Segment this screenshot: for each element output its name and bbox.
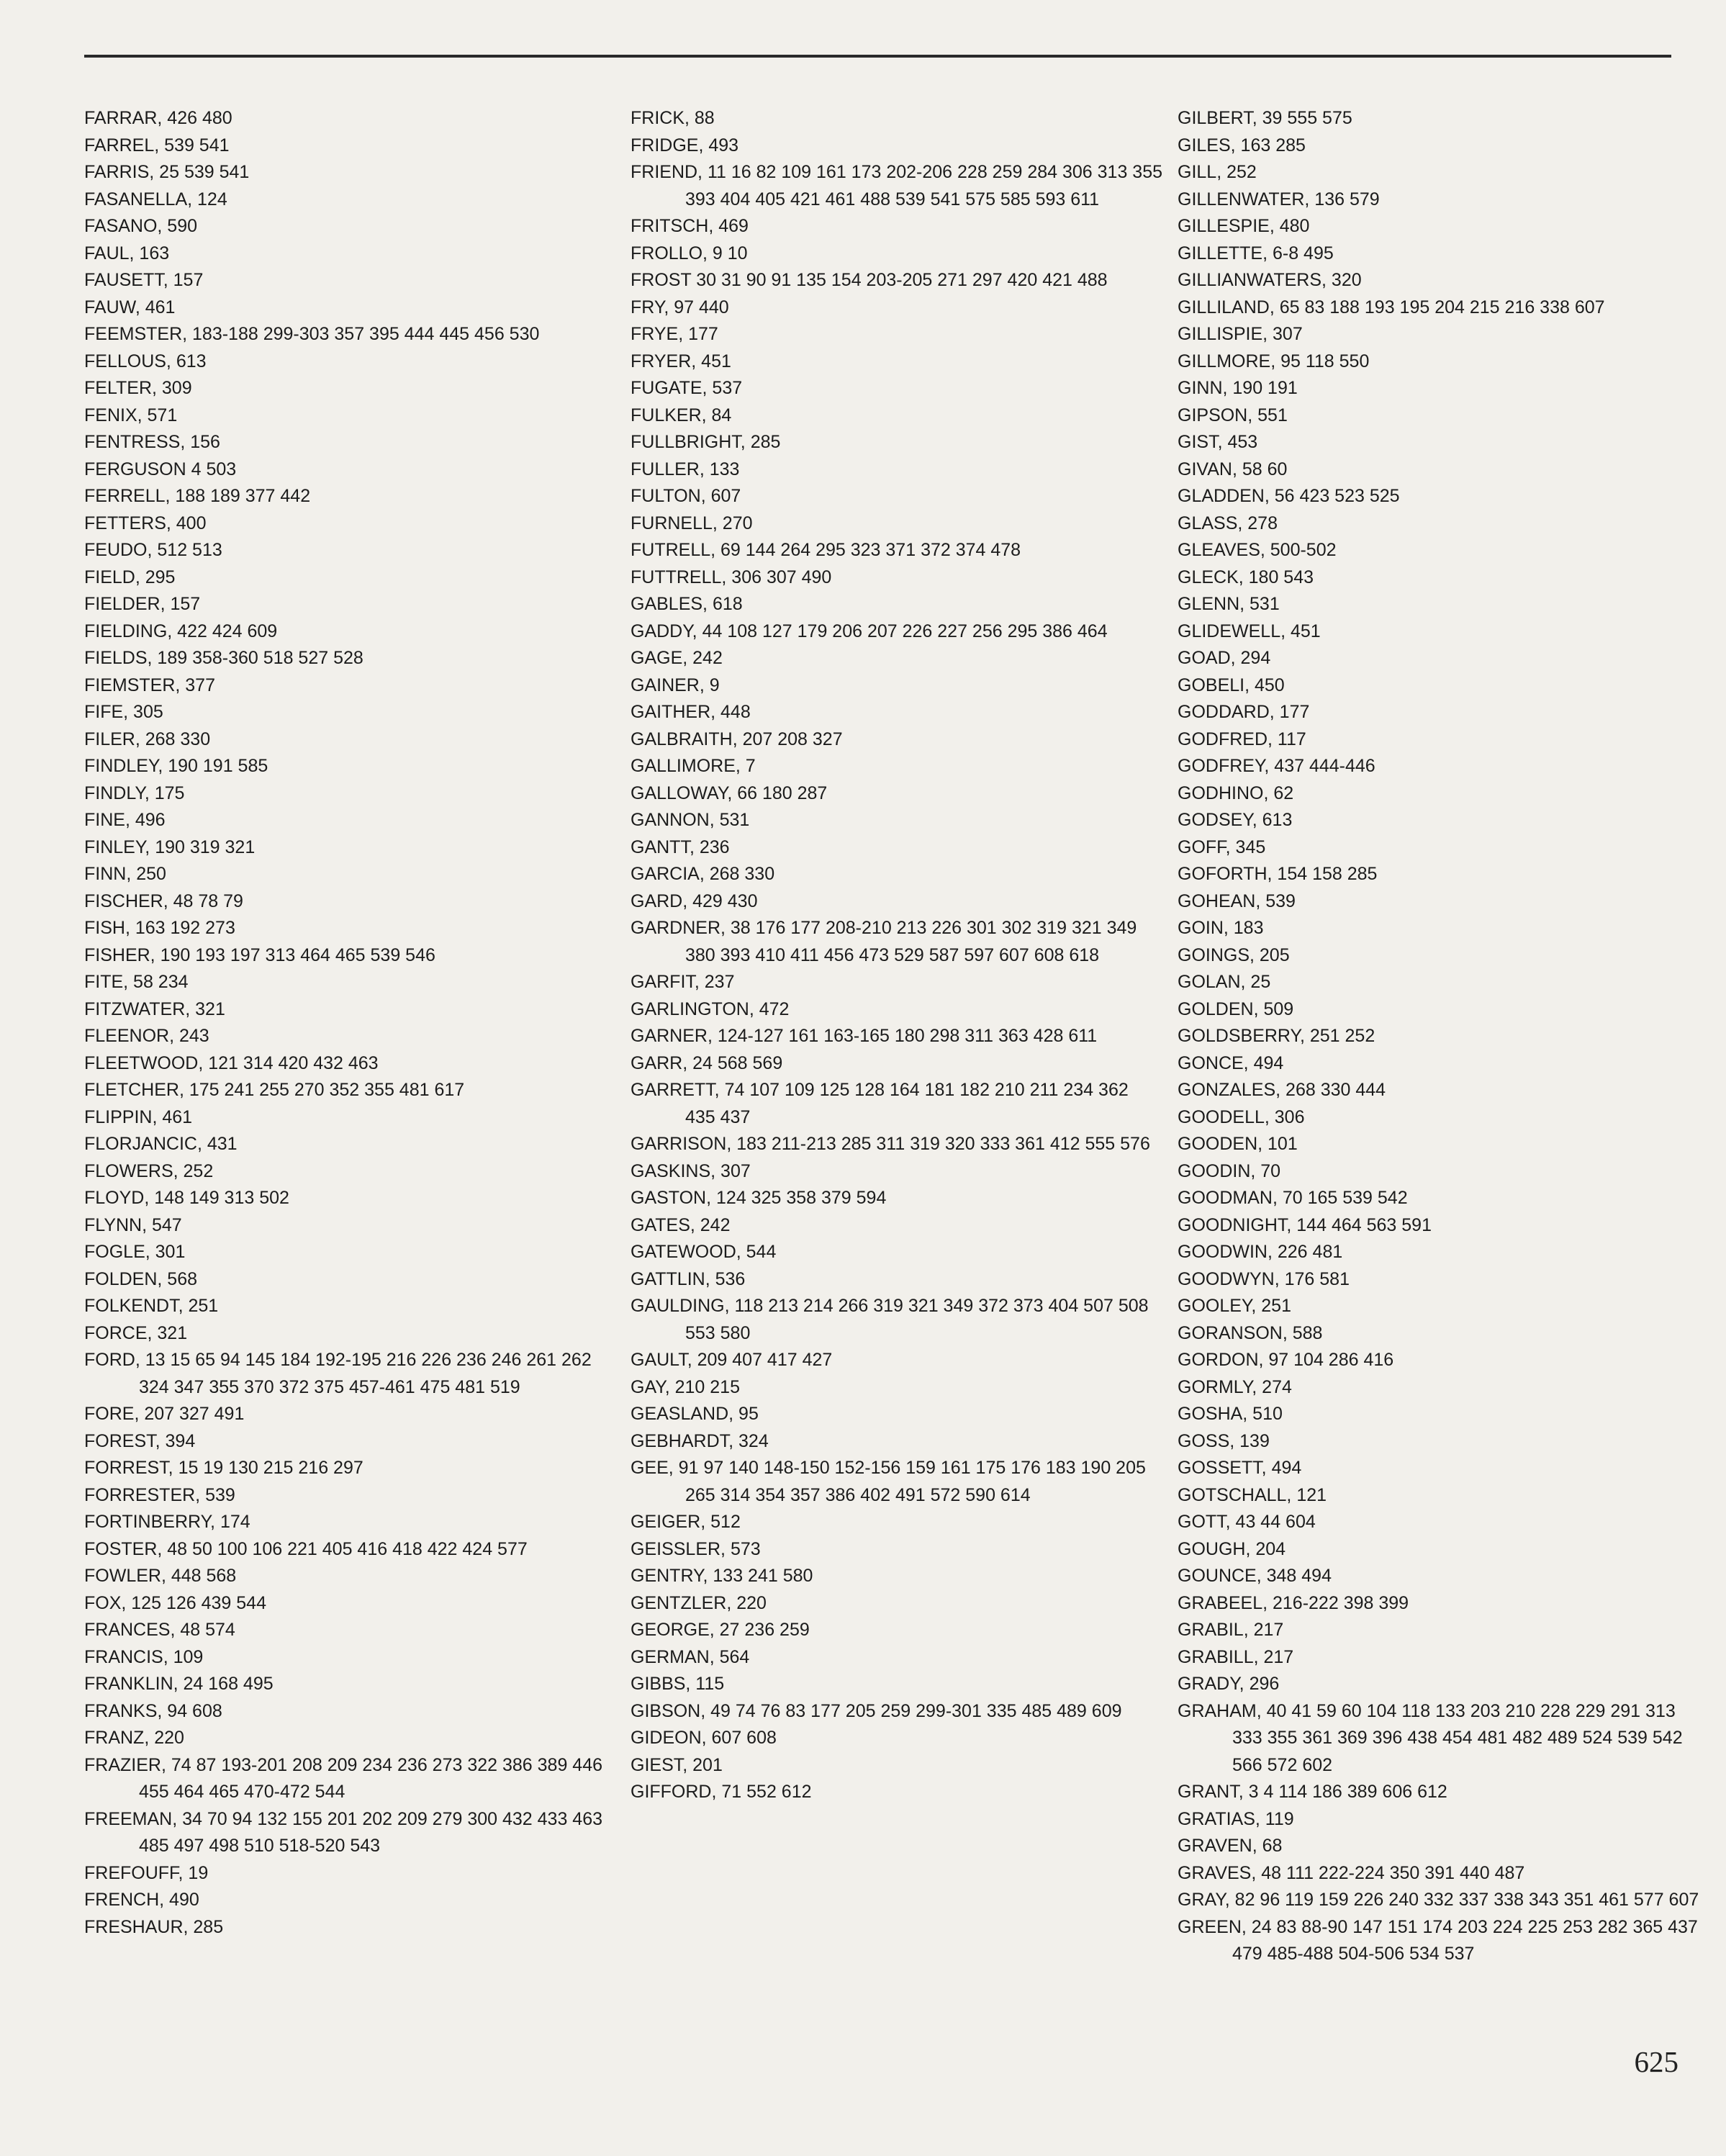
index-entry: GIVAN, 58 60: [1178, 459, 1288, 479]
index-entry: GILLISPIE, 307: [1178, 324, 1303, 344]
index-entry: GREEN, 24 83 88-90 147 151 174 203 224 225 253 282 365 437 479 485-488 504-506 534 537: [1178, 1916, 1698, 1964]
index-entry: GAULDING, 118 213 214 266 319 321 349 372 373 404 507 508 553 580: [631, 1296, 1149, 1343]
index-entry: GOFORTH, 154 158 285: [1178, 864, 1378, 884]
index-entry: FITE, 58 234: [84, 972, 189, 992]
index-entry: FRESHAUR, 285: [84, 1916, 224, 1937]
index-entry: GAY, 210 215: [631, 1376, 740, 1397]
index-entry: FISHER, 190 193 197 313 464 465 539 546: [84, 944, 435, 965]
index-entry: FIELD, 295: [84, 567, 176, 587]
index-entry: FELLOUS, 613: [84, 351, 207, 371]
index-entry: FUTRELL, 69 144 264 295 323 371 372 374 478: [631, 540, 1021, 560]
index-entry: FIELDER, 157: [84, 594, 201, 614]
index-entry: GLASS, 278: [1178, 513, 1278, 533]
index-entry: GOODMAN, 70 165 539 542: [1178, 1188, 1408, 1208]
index-entry: FRICK, 88: [631, 108, 715, 128]
index-entry: FUGATE, 537: [631, 378, 743, 398]
index-column-1: [84, 105, 617, 1941]
index-entry: GATES, 242: [631, 1214, 731, 1235]
index-entry: FIELDS, 189 358-360 518 527 528: [84, 648, 363, 668]
index-entry: FRAZIER, 74 87 193-201 208 209 234 236 273 322 386 389 446 455 464 465 470-472 544: [84, 1754, 603, 1802]
index-entry: GOODNIGHT, 144 464 563 591: [1178, 1214, 1432, 1235]
index-entry: GOODEN, 101: [1178, 1134, 1298, 1154]
index-entry: FLETCHER, 175 241 255 270 352 355 481 617: [84, 1080, 465, 1100]
index-entry: GOODIN, 70: [1178, 1160, 1281, 1181]
index-entry: FARRAR, 426 480: [84, 108, 232, 128]
index-entry: GOTT, 43 44 604: [1178, 1512, 1316, 1532]
index-entry: GRANT, 3 4 114 186 389 606 612: [1178, 1782, 1447, 1802]
index-entry: GENTZLER, 220: [631, 1592, 767, 1613]
index-entry: GEORGE, 27 236 259: [631, 1620, 810, 1640]
index-entry: GIBSON, 49 74 76 83 177 205 259 299-301 335 485 489 609: [631, 1700, 1122, 1721]
index-entry: GLENN, 531: [1178, 594, 1280, 614]
index-entry: GILBERT, 39 555 575: [1178, 108, 1352, 128]
index-entry: FORTINBERRY, 174: [84, 1512, 250, 1532]
index-entry: GRAVEN, 68: [1178, 1836, 1283, 1856]
index-entry: FREEMAN, 34 70 94 132 155 201 202 209 279 300 432 433 463 485 497 498 510 518-520 543: [84, 1808, 603, 1856]
index-entry: GODFRED, 117: [1178, 729, 1306, 749]
index-entry: FOX, 125 126 439 544: [84, 1592, 266, 1613]
index-entry: GALBRAITH, 207 208 327: [631, 729, 843, 749]
index-entry: GILLETTE, 6-8 495: [1178, 243, 1334, 263]
index-entry: FILER, 268 330: [84, 729, 211, 749]
index-entry: GIBBS, 115: [631, 1674, 725, 1694]
index-entry: GODDARD, 177: [1178, 702, 1310, 722]
index-entry: FREFOUFF, 19: [84, 1862, 209, 1883]
index-entry: FAUSETT, 157: [84, 270, 204, 290]
index-entry: GALLOWAY, 66 180 287: [631, 782, 828, 803]
index-entry: GEISSLER, 573: [631, 1538, 761, 1559]
index-entry: GOLDEN, 509: [1178, 998, 1294, 1019]
index-entry: FULLER, 133: [631, 459, 740, 479]
index-entry: GILLMORE, 95 118 550: [1178, 351, 1370, 371]
index-entry: FLEETWOOD, 121 314 420 432 463: [84, 1052, 379, 1073]
index-entry: FINDLEY, 190 191 585: [84, 756, 268, 776]
index-entry: FENTRESS, 156: [84, 432, 220, 452]
index-entry: GILLENWATER, 136 579: [1178, 189, 1380, 209]
index-entry: GARRISON, 183 211-213 285 311 319 320 333 361 412 555 576: [631, 1134, 1150, 1154]
index-entry: GARD, 429 430: [631, 890, 758, 911]
index-entry: GOBELI, 450: [1178, 675, 1285, 695]
index-entry: GORMLY, 274: [1178, 1376, 1292, 1397]
index-entry: FORD, 13 15 65 94 145 184 192-195 216 226 236 246 261 262 324 347 355 370 372 375 457-461 475 481 519: [84, 1350, 592, 1397]
index-entry: GRAHAM, 40 41 59 60 104 118 133 203 210 228 229 291 313 333 355 361 369 396 438 454 481 482 489 524 539 542 566 572 602: [1178, 1700, 1683, 1775]
index-entry: GRADY, 296: [1178, 1674, 1280, 1694]
index-entry: GARLINGTON, 472: [631, 998, 790, 1019]
index-entry: GAINER, 9: [631, 675, 720, 695]
index-entry: GEIGER, 512: [631, 1512, 741, 1532]
index-entry: FARRIS, 25 539 541: [84, 162, 250, 182]
index-entry: GOAD, 294: [1178, 648, 1271, 668]
index-entry: GILLESPIE, 480: [1178, 216, 1310, 236]
index-entry: FRANCES, 48 574: [84, 1620, 235, 1640]
index-entry: GOODWYN, 176 581: [1178, 1268, 1350, 1289]
index-entry: GOUGH, 204: [1178, 1538, 1286, 1559]
index-entry: GRABILL, 217: [1178, 1646, 1294, 1667]
index-entry: FRANKS, 94 608: [84, 1700, 222, 1721]
index-entry: GORANSON, 588: [1178, 1322, 1323, 1343]
index-entry: FORRESTER, 539: [84, 1484, 235, 1505]
index-entry: GOFF, 345: [1178, 836, 1266, 857]
index-entry: GRAY, 82 96 119 159 226 240 332 337 338 343 351 461 577 607: [1178, 1890, 1699, 1910]
index-entry: GEE, 91 97 140 148-150 152-156 159 161 175 176 183 190 205 265 314 354 357 386 402 491 572 590 614: [631, 1458, 1146, 1505]
index-entry: FOSTER, 48 50 100 106 221 405 416 418 422 424 577: [84, 1538, 528, 1559]
index-entry: GARRETT, 74 107 109 125 128 164 181 182 210 211 234 362 435 437: [631, 1080, 1129, 1127]
index-column-3: [1178, 105, 1710, 1968]
index-entry: GOSSETT, 494: [1178, 1458, 1302, 1478]
index-entry: FELTER, 309: [84, 378, 192, 398]
index-entry: FLOWERS, 252: [84, 1160, 214, 1181]
index-entry: FOWLER, 448 568: [84, 1566, 237, 1586]
index-entry: GAGE, 242: [631, 648, 723, 668]
index-entry: FROLLO, 9 10: [631, 243, 748, 263]
index-entry: FOLDEN, 568: [84, 1268, 198, 1289]
index-entry: GADDY, 44 108 127 179 206 207 226 227 256 295 386 464: [631, 621, 1108, 641]
index-entry: GIPSON, 551: [1178, 405, 1288, 425]
index-entry: GOUNCE, 348 494: [1178, 1566, 1332, 1586]
index-entry: GALLIMORE, 7: [631, 756, 756, 776]
index-entry: FRANZ, 220: [84, 1728, 184, 1748]
index-entry: FAUW, 461: [84, 297, 176, 317]
index-entry: GIFFORD, 71 552 612: [631, 1782, 812, 1802]
index-entry: FISH, 163 192 273: [84, 918, 235, 938]
index-entry: GODSEY, 613: [1178, 810, 1293, 830]
index-entry: GORDON, 97 104 286 416: [1178, 1350, 1394, 1370]
index-entry: FRITSCH, 469: [631, 216, 749, 236]
index-entry: FENIX, 571: [84, 405, 178, 425]
index-entry: FORREST, 15 19 130 215 216 297: [84, 1458, 363, 1478]
index-entry: FRYE, 177: [631, 324, 718, 344]
index-entry: FEUDO, 512 513: [84, 540, 222, 560]
index-entry: GANNON, 531: [631, 810, 750, 830]
index-entry: GATTLIN, 536: [631, 1268, 746, 1289]
index-entry: FINE, 496: [84, 810, 166, 830]
index-entry: GONCE, 494: [1178, 1052, 1284, 1073]
index-entry: GERMAN, 564: [631, 1646, 750, 1667]
index-entry: FISCHER, 48 78 79: [84, 890, 243, 911]
index-entry: FRIDGE, 493: [631, 135, 739, 155]
index-entry: FURNELL, 270: [631, 513, 753, 533]
index-entry: GIEST, 201: [631, 1754, 723, 1775]
index-entry: GOINGS, 205: [1178, 944, 1290, 965]
index-entry: FROST 30 31 90 91 135 154 203-205 271 297 420 421 488: [631, 270, 1108, 290]
index-entry: GANTT, 236: [631, 836, 730, 857]
index-entry: GILL, 252: [1178, 162, 1257, 182]
index-entry: FULTON, 607: [631, 486, 741, 506]
index-entry: GASTON, 124 325 358 379 594: [631, 1188, 887, 1208]
index-entry: GOODWIN, 226 481: [1178, 1242, 1343, 1262]
index-entry: FAUL, 163: [84, 243, 170, 263]
index-entry: GRABIL, 217: [1178, 1620, 1284, 1640]
index-entry: GARR, 24 568 569: [631, 1052, 783, 1073]
index-entry: FETTERS, 400: [84, 513, 207, 533]
page-number: 625: [1634, 2045, 1678, 2078]
index-entry: GONZALES, 268 330 444: [1178, 1080, 1386, 1100]
index-entry: GRABEEL, 216-222 398 399: [1178, 1592, 1409, 1613]
index-entry: GLECK, 180 543: [1178, 567, 1314, 587]
index-entry: FLIPPIN, 461: [84, 1106, 193, 1127]
index-entry: GARFIT, 237: [631, 972, 735, 992]
index-entry: FLYNN, 547: [84, 1214, 182, 1235]
index-entry: GIDEON, 607 608: [631, 1728, 777, 1748]
index-entry: FLORJANCIC, 431: [84, 1134, 238, 1154]
index-entry: FOREST, 394: [84, 1430, 196, 1451]
index-entry: GINN, 190 191: [1178, 378, 1298, 398]
index-entry: FINDLY, 175: [84, 782, 185, 803]
index-entry: FITZWATER, 321: [84, 998, 225, 1019]
index-entry: GOSS, 139: [1178, 1430, 1270, 1451]
index-entry: FRY, 97 440: [631, 297, 729, 317]
index-entry: GEBHARDT, 324: [631, 1430, 769, 1451]
index-entry: GAITHER, 448: [631, 702, 751, 722]
index-entry: FULKER, 84: [631, 405, 732, 425]
index-entry: FRYER, 451: [631, 351, 731, 371]
index-entry: GIST, 453: [1178, 432, 1258, 452]
index-entry: GARCIA, 268 330: [631, 864, 775, 884]
index-entry: GOIN, 183: [1178, 918, 1264, 938]
index-entry: GATEWOOD, 544: [631, 1242, 777, 1262]
index-entry: FIFE, 305: [84, 702, 163, 722]
index-entry: FASANELLA, 124: [84, 189, 227, 209]
index-entry: FOGLE, 301: [84, 1242, 186, 1262]
index-entry: FARREL, 539 541: [84, 135, 230, 155]
index-entry: FRIEND, 11 16 82 109 161 173 202-206 228 259 284 306 313 355 393 404 405 421 461 488 539 541 575 585 593 611: [631, 162, 1163, 209]
index-entry: FULLBRIGHT, 285: [631, 432, 781, 452]
index-entry: GLIDEWELL, 451: [1178, 621, 1321, 641]
index-entry: GASKINS, 307: [631, 1160, 751, 1181]
index-entry: FRENCH, 490: [84, 1890, 199, 1910]
index-entry: GAULT, 209 407 417 427: [631, 1350, 833, 1370]
index-entry: FERRELL, 188 189 377 442: [84, 486, 311, 506]
index-entry: GILLIANWATERS, 320: [1178, 270, 1362, 290]
index-entry: GRAVES, 48 111 222-224 350 391 440 487: [1178, 1862, 1525, 1883]
index-entry: FINN, 250: [84, 864, 166, 884]
index-entry: FLEENOR, 243: [84, 1026, 209, 1046]
index-entry: GODFREY, 437 444-446: [1178, 756, 1375, 776]
index-entry: GOTSCHALL, 121: [1178, 1484, 1327, 1505]
index-entry: FERGUSON 4 503: [84, 459, 237, 479]
index-column-2: [631, 105, 1163, 1806]
index-entry: GLEAVES, 500-502: [1178, 540, 1337, 560]
index-entry: GODHINO, 62: [1178, 782, 1294, 803]
index-entry: GARNER, 124-127 161 163-165 180 298 311 363 428 611: [631, 1026, 1098, 1046]
index-entry: FORCE, 321: [84, 1322, 188, 1343]
top-rule: [84, 55, 1671, 58]
index-entry: FRANCIS, 109: [84, 1646, 204, 1667]
index-entry: GOHEAN, 539: [1178, 890, 1296, 911]
index-entry: FRANKLIN, 24 168 495: [84, 1674, 274, 1694]
index-entry: FORE, 207 327 491: [84, 1404, 245, 1424]
index-entry: GENTRY, 133 241 580: [631, 1566, 813, 1586]
index-entry: GRATIAS, 119: [1178, 1808, 1294, 1829]
index-entry: GOODELL, 306: [1178, 1106, 1305, 1127]
index-entry: FIELDING, 422 424 609: [84, 621, 278, 641]
index-entry: GILLILAND, 65 83 188 193 195 204 215 216 338 607: [1178, 297, 1605, 317]
index-entry: FIEMSTER, 377: [84, 675, 215, 695]
index-entry: FUTTRELL, 306 307 490: [631, 567, 832, 587]
index-entry: FLOYD, 148 149 313 502: [84, 1188, 289, 1208]
index-entry: GOOLEY, 251: [1178, 1296, 1291, 1316]
index-entry: GOSHA, 510: [1178, 1404, 1283, 1424]
index-entry: GEASLAND, 95: [631, 1404, 759, 1424]
index-entry: FINLEY, 190 319 321: [84, 836, 256, 857]
index-entry: GILES, 163 285: [1178, 135, 1306, 155]
index-entry: FEEMSTER, 183-188 299-303 357 395 444 445 456 530: [84, 324, 540, 344]
index-entry: GARDNER, 38 176 177 208-210 213 226 301 302 319 321 349 380 393 410 411 456 473 529 587 597 607 608 618: [631, 918, 1137, 965]
index-entry: GABLES, 618: [631, 594, 743, 614]
index-entry: GLADDEN, 56 423 523 525: [1178, 486, 1400, 506]
index-entry: FASANO, 590: [84, 216, 198, 236]
index-entry: GOLDSBERRY, 251 252: [1178, 1026, 1375, 1046]
index-entry: GOLAN, 25: [1178, 972, 1271, 992]
index-entry: FOLKENDT, 251: [84, 1296, 219, 1316]
